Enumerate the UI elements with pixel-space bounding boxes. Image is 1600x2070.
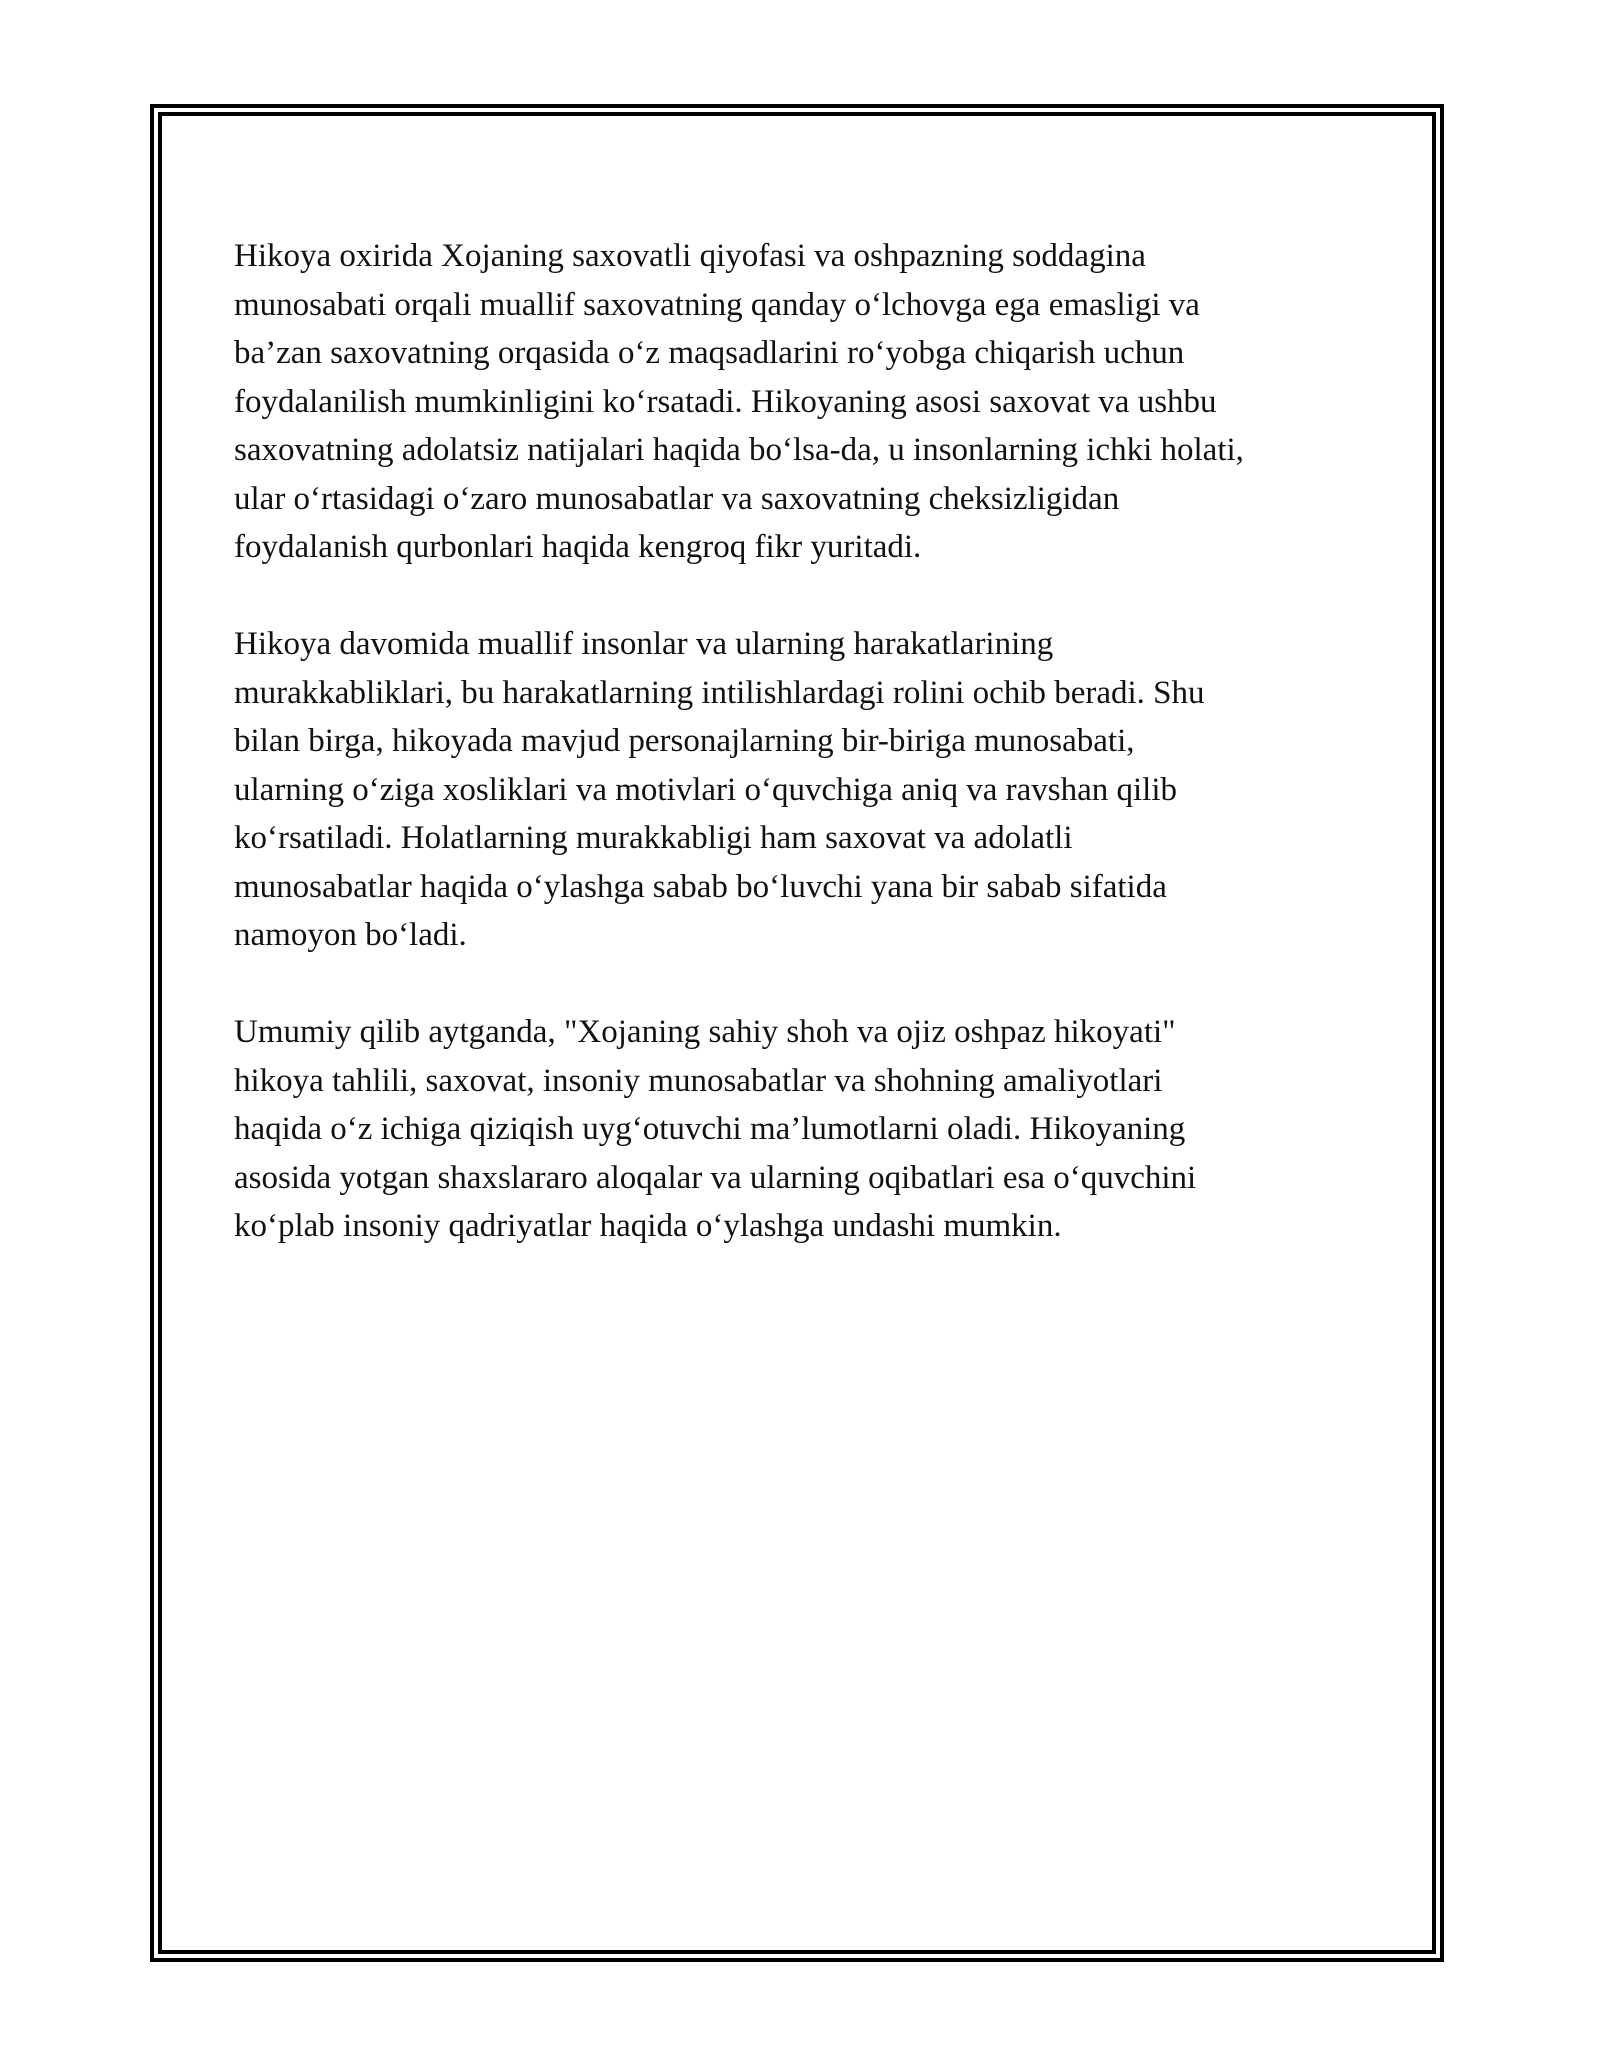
document-body [234, 232, 1374, 1299]
paragraph-1: Hikoya oxirida Xojaning saxovatli qiyofasi va oshpazning soddagina munosabati orqali muallif saxovatning qanday o‘lchovga ega emasligi va ba’zan saxovatning orqasida o‘z maqsadlarini ro‘yobga chiqarish uchun foydalanilish mumkinligini ko‘rsatadi. Hikoyaning asosi saxovat va ushbu saxovatning adolatsiz natijalari haqida bo‘lsa-da, u insonlarning ichki holati, ular o‘rtasidagi o‘zaro munosabatlar va saxovatning cheksizligidan foydalanish qurbonlari haqida kengroq fikr yuritadi. [234, 238, 1244, 565]
paragraph-3: Umumiy qilib aytganda, "Xojaning sahiy shoh va ojiz oshpaz hikoyati" hikoya tahlili, saxovat, insoniy munosabatlar va shohning amaliyotlari haqida o‘z ichiga qiziqish uyg‘otuvchi ma’lumotlarni oladi. Hikoyaning asosida yotgan shaxslararo aloqalar va ularning oqibatlari esa o‘quvchini ko‘plab insoniy qadriyatlar haqida o‘ylashga undashi mumkin. [234, 1014, 1197, 1244]
paragraph-2: Hikoya davomida muallif insonlar va ularning harakatlarining murakkabliklari, bu harakatlarning intilishlardagi rolini ochib beradi. Shu bilan birga, hikoyada mavjud personajlarning bir-biriga munosabati, ularning o‘ziga xosliklari va motivlari o‘quvchiga aniq va ravshan qilib ko‘rsatiladi. Holatlarning murakkabligi ham saxovat va adolatli munosabatlar haqida o‘ylashga sabab bo‘luvchi yana bir sabab sifatida namoyon bo‘ladi. [234, 626, 1205, 953]
